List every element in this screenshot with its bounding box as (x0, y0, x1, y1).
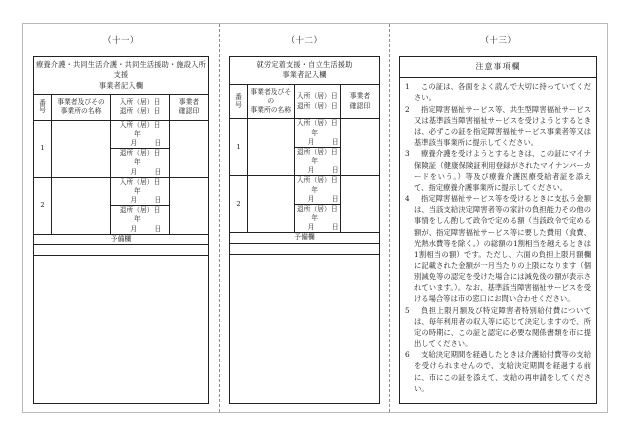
header-no (34, 95, 52, 120)
panel-eleven-title-line2: 事業者記入欄 (98, 80, 144, 90)
panel-twelve-box (229, 56, 380, 404)
header-dates (294, 85, 341, 119)
row-1-exit-year: 年 (311, 157, 319, 166)
note-6-text: 支給決定期間を経過したときは介護給付費等の支給を受けられませんので、支給決定期間を経過する前に、市にこの証を添えて、支給の再申請をしてください。 (414, 350, 591, 393)
row-2-exit-slots (295, 214, 341, 232)
row-2-entry-slots (295, 186, 341, 204)
note-item (405, 305, 591, 349)
table-row (34, 177, 208, 206)
row-2-exit-date-input[interactable] (294, 204, 341, 233)
row-2-exit-day: 日 (331, 223, 339, 232)
panel-eleven-table (34, 95, 208, 256)
header-provider-line1: 事業者及びその (57, 98, 105, 107)
row-1-exit-year: 年 (133, 158, 142, 167)
header-exit-date: 退所（居）日 (296, 101, 338, 110)
row-2-entry-date-input[interactable] (294, 176, 341, 205)
note-item (405, 349, 591, 393)
header-provider (52, 95, 111, 120)
row-1-entry-month: 月 (130, 139, 138, 147)
header-provider-line2: 事業所の名称 (60, 107, 102, 116)
row-2-exit-month: 月 (130, 224, 138, 233)
header-stamp-line1: 事業者 (178, 98, 200, 107)
row-2-stamp-area[interactable] (341, 176, 380, 233)
row-1-exit-month: 月 (130, 167, 138, 176)
table-row (230, 176, 379, 205)
reserve-fill-row (230, 243, 379, 254)
header-entry-date: 入所（居）日 (296, 92, 338, 101)
row-1-number: 1 (34, 120, 52, 177)
row-2-exit-label: 退所（居）日 (119, 206, 161, 215)
row-1-provider-input[interactable] (248, 119, 295, 176)
row-1-entry-day: 日 (154, 139, 162, 147)
reserve-row (34, 234, 208, 244)
panel-thirteen (389, 24, 607, 412)
note-5-text: 負担上限月額及び特定障害者特別給付費については、毎年利用者の収入等に応じて決定しますので、所定の時期に、この証と認定に必要な関係書類を市に提出してください。 (414, 305, 591, 348)
header-provider-line2: 事業所の名称 (250, 106, 292, 115)
reserve-fill-row (34, 244, 208, 255)
row-2-number: 2 (34, 177, 52, 234)
note-3-number: 3 (405, 149, 410, 159)
row-1-exit-date-input[interactable] (111, 149, 170, 178)
row-1-entry-date-input[interactable] (111, 120, 170, 149)
row-2-entry-day: 日 (154, 196, 162, 205)
header-provider-line1: 事業者及びその (250, 87, 292, 106)
note-2-number: 2 (405, 104, 410, 114)
panel-eleven-title-line1: 療養介護・共同生活介護・共同生活援助・施設入所支援 (36, 60, 206, 80)
panel-twelve-number: （十二） (286, 36, 323, 46)
header-no (230, 85, 248, 119)
table-row (230, 119, 379, 148)
note-1-text: この証は、各面をよく読んで大切に持っていてください。 (414, 82, 591, 103)
row-1-exit-date-input[interactable] (294, 147, 341, 176)
row-2-exit-date-input[interactable] (111, 206, 170, 235)
row-2-entry-year: 年 (133, 186, 142, 195)
panel-twelve-table (230, 85, 379, 255)
note-4-text: 指定障害福祉サービス等を受けるときに支払う金額は、当該支給決定障害者等の家計の負担能力その他の事情をしん酌して政令で定める額（当該政令で定める額が、指定障害福祉サービス等に要した費用（食費、光熱水費等を除く。）の総額の1割相当を越えるときは1割相当の額）です。ただし、六面の負担上限月額欄に記載された金額が一月当たりの上限になります（個別減免等の認定を受けた場合には減免後の額が表示されています。）。なお、基準該当障害福祉サービスを受ける場合等は市の窓口にお問い合わせください。 (414, 194, 591, 303)
reserve-label: 予備欄 (34, 234, 208, 244)
row-1-exit-day: 日 (331, 166, 339, 175)
header-entry-date: 入所（居）日 (119, 98, 161, 107)
row-1-exit-day: 日 (154, 167, 162, 176)
table-row (34, 120, 208, 149)
panel-eleven-number: （十一） (102, 36, 139, 46)
header-no-char1: 番 (39, 98, 46, 107)
note-item (405, 148, 591, 192)
note-1-number: 1 (405, 82, 410, 91)
notes-body (400, 78, 596, 398)
panel-twelve-title-line1: 就労定着支援・自立生活援助 (256, 60, 353, 69)
table-header-row (34, 95, 208, 120)
row-2-entry-day: 日 (331, 194, 339, 203)
row-2-entry-year: 年 (311, 185, 319, 194)
row-1-entry-month: 月 (307, 137, 315, 146)
row-2-exit-year: 年 (133, 215, 142, 224)
note-6-number: 6 (405, 350, 410, 360)
row-2-entry-label: 入所（居）日 (119, 177, 161, 186)
note-4-number: 4 (405, 194, 410, 204)
row-2-stamp-area[interactable] (170, 177, 209, 234)
panel-eleven-box (33, 56, 209, 404)
panel-eleven-title (34, 57, 208, 95)
table-header-row (230, 85, 379, 119)
row-1-stamp-area[interactable] (341, 119, 380, 176)
row-2-exit-label: 退所（居）日 (296, 204, 338, 213)
notes-title: 注意事項欄 (400, 57, 596, 78)
row-1-entry-slots (295, 129, 341, 147)
row-2-exit-day: 日 (154, 224, 162, 233)
header-stamp-line1: 事業者 (349, 92, 371, 101)
header-stamp-line2: 確認印 (349, 101, 371, 110)
panel-twelve (219, 24, 389, 412)
reserve-row (230, 233, 379, 243)
row-2-number: 2 (230, 176, 248, 233)
reserve-input[interactable] (230, 243, 379, 254)
row-1-number: 1 (230, 119, 248, 176)
row-2-entry-month: 月 (307, 194, 315, 203)
header-exit-date: 退所（居）日 (119, 107, 161, 116)
note-item (405, 104, 591, 148)
header-stamp (341, 85, 380, 119)
reserve-label: 予備欄 (230, 233, 379, 243)
row-2-entry-slots (111, 187, 169, 205)
header-no-char1: 番 (235, 92, 242, 101)
row-1-stamp-area[interactable] (170, 120, 209, 177)
note-5-number: 5 (405, 305, 410, 315)
row-1-entry-label: 入所（居）日 (296, 119, 338, 128)
header-no-char2: 号 (39, 106, 46, 115)
row-1-exit-label: 退所（居）日 (119, 149, 161, 158)
panel-thirteen-number: （十三） (480, 36, 517, 46)
row-2-provider-input[interactable] (52, 177, 111, 234)
note-item (405, 81, 591, 103)
row-1-exit-slots (295, 157, 341, 175)
header-no-char2: 号 (235, 100, 242, 109)
note-item (405, 193, 591, 304)
row-2-entry-month: 月 (130, 196, 138, 205)
panel-twelve-title (230, 57, 379, 85)
row-1-entry-label: 入所（居）日 (119, 120, 161, 129)
note-3-text: 療養介護を受けようとするときは、この証にマイナ保険証（健康保険証利用登録がされたマイナンバーカードをいう。）等及び療養介護医療受給者証を添えて、指定療養介護事業所に提示してください。 (414, 149, 591, 192)
header-stamp (170, 95, 209, 120)
reserve-input[interactable] (34, 244, 208, 255)
row-1-entry-slots (111, 130, 169, 148)
panel-eleven (23, 24, 219, 412)
row-1-provider-input[interactable] (52, 120, 111, 177)
header-provider (248, 85, 295, 119)
row-1-entry-day: 日 (331, 137, 339, 146)
row-1-exit-slots (111, 158, 169, 176)
note-2-text: 指定障害福祉サービス等、共生型障害福祉サービス又は基準該当障害福祉サービスを受けようとするときは、必ずこの証を指定障害福祉サービス事業者等又は基準該当事業所に提示してください。 (414, 104, 591, 147)
row-2-exit-month: 月 (307, 223, 315, 232)
row-2-exit-year: 年 (311, 214, 319, 223)
row-2-exit-slots (111, 215, 169, 233)
row-1-entry-date-input[interactable] (294, 119, 341, 148)
row-1-entry-year: 年 (133, 129, 142, 138)
row-2-entry-label: 入所（居）日 (296, 176, 338, 185)
header-stamp-line2: 確認印 (178, 107, 200, 116)
row-2-provider-input[interactable] (248, 176, 295, 233)
row-1-entry-year: 年 (311, 128, 319, 137)
row-1-exit-label: 退所（居）日 (296, 147, 338, 156)
row-2-entry-date-input[interactable] (111, 177, 170, 206)
header-dates (111, 95, 170, 120)
certificate-page (22, 23, 608, 413)
panel-twelve-title-line2: 事業者記入欄 (282, 70, 327, 80)
notes-box (399, 56, 597, 404)
row-1-exit-month: 月 (307, 166, 315, 175)
